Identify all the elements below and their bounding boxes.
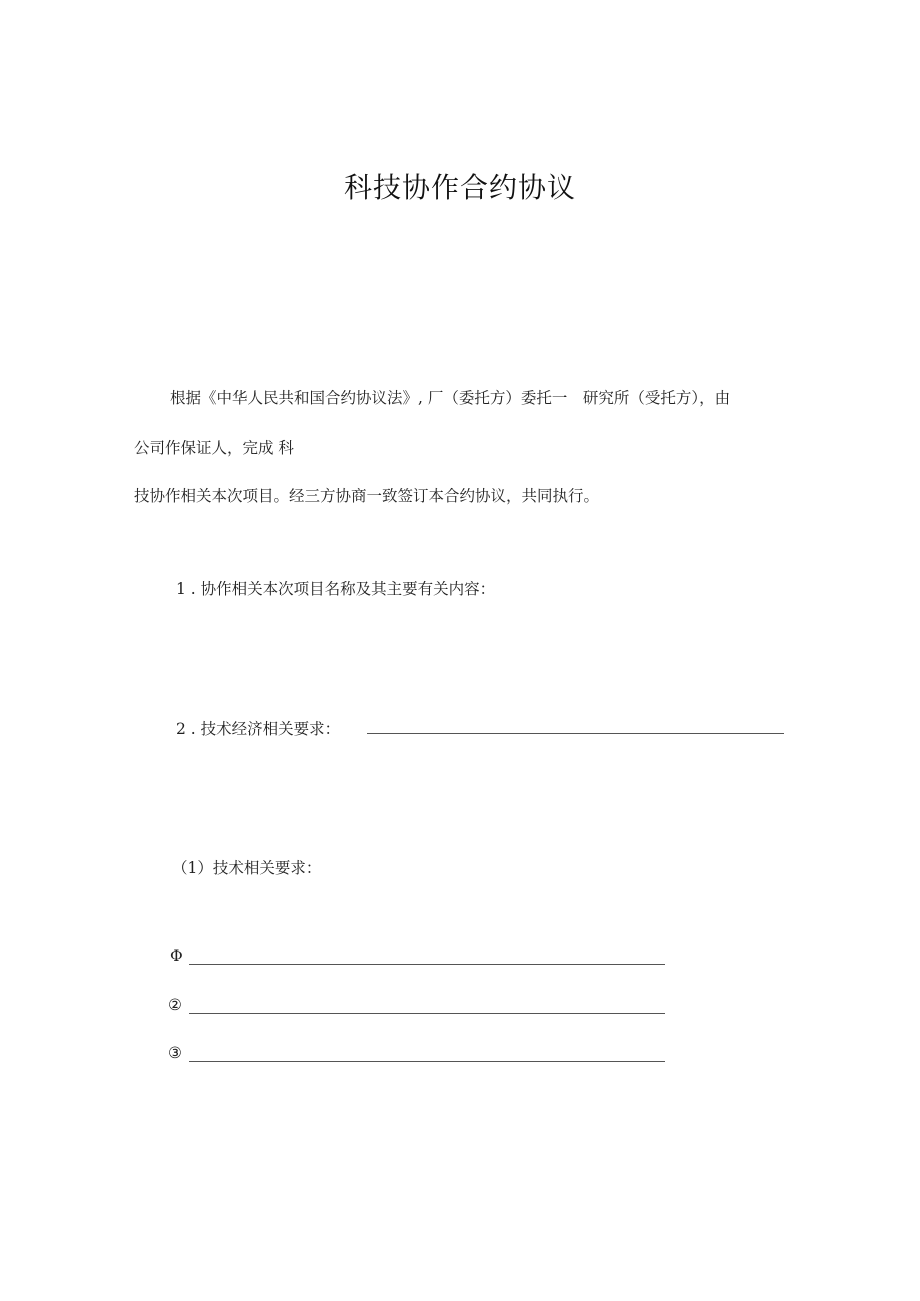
intro-line-1: 根据《中华人民共和国合约协议法》, 厂（委托方）委托一 研究所（受托方），由 xyxy=(170,389,731,407)
item-blank-line-3 xyxy=(189,1061,665,1062)
intro-line-3: 技协作相关本次项目。经三方协商一致签订本合约协议，共同执行。 xyxy=(134,487,600,505)
item-blank-line-2 xyxy=(189,1013,665,1014)
intro-line-2: 公司作保证人，完成 科 xyxy=(134,439,294,457)
section-1-heading: 1 . 协作相关本次项目名称及其主要有关内容： xyxy=(176,580,496,598)
document-title: 科技协作合约协议 xyxy=(343,171,576,204)
item-blank-line-1 xyxy=(189,964,665,965)
item-marker-1: Φ xyxy=(170,947,183,965)
item-marker-3: ③ xyxy=(168,1044,182,1062)
item-marker-2: ② xyxy=(168,996,182,1014)
section-2-heading: 2 . 技术经济相关要求： xyxy=(176,720,341,738)
subsection-1-heading: （1）技术相关要求： xyxy=(172,859,322,877)
section-2-blank-line xyxy=(367,733,784,734)
